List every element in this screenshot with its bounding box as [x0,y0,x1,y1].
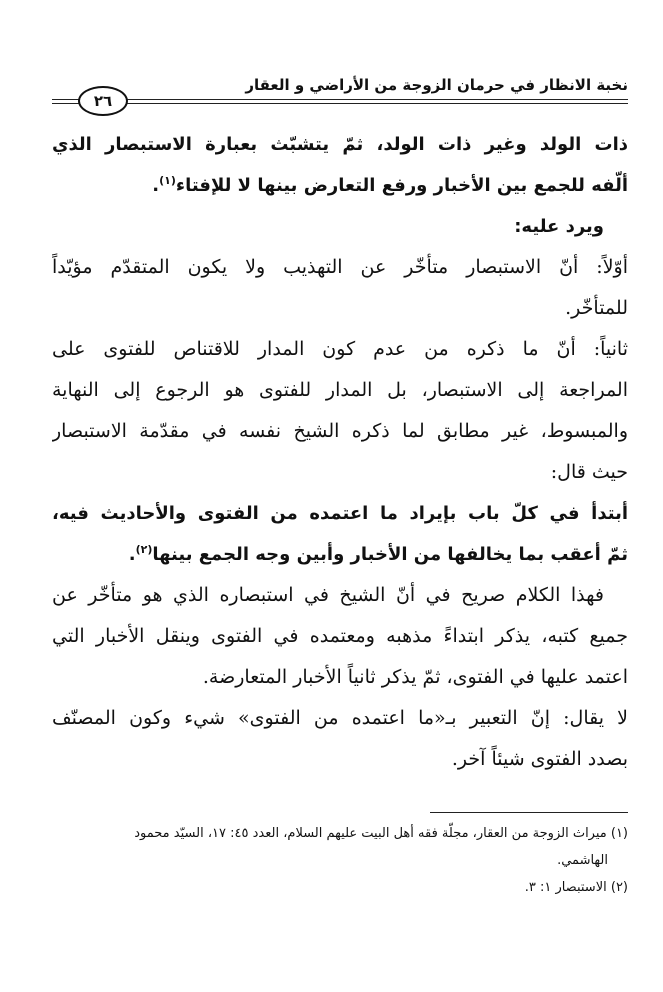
header-rule-double [52,103,628,104]
text-line-6: ثانياً: أنّ ما ذكره من عدم كون المدار للاقتناص للفتوى على [52,338,628,360]
text-line-4: أوّلاً: أنّ الاستبصار متأخّر عن التهذيب ولا يكون المتقدّم مؤيّداً [52,256,628,278]
running-header [52,72,628,116]
text-line-1: ذات الولد وغير ذات الولد، ثمّ يتشبّث بعبارة الاستبصار الذي [52,134,628,155]
footnote-separator [430,812,628,813]
quote-line-2: ثمّ أعقب بما يخالفها من الأخبار وأبين وجه الجمع بينها$^{(٢)}$. [128,543,628,565]
text-line-16: بصدد الفتوى شيئاً آخر. [451,748,628,770]
text-line-12: فهذا الكلام صريح في أنّ الشيخ في استبصاره الذي هو متأخّر عن [52,584,604,606]
text-line-15: لا يقال: إنّ التعبير بـ«ما اعتمده من الفتوى» شيء وكون المصنّف [52,707,628,729]
page-number: ٢٦ [78,86,128,116]
text-line-2-content: ألّفه للجمع بين الأخبار ورفع التعارض بينها لا للإفتاء [175,175,628,196]
header-title: نخبة الانظار في حرمان الزوجة من الأراضي و العقار [245,76,628,94]
footnote-ref-1: (١) [159,174,176,187]
text-line-14: اعتمد عليها في الفتوى، ثمّ يذكر ثانياً الأخبار المتعارضة. [202,666,628,688]
quote-line-2-content: ثمّ أعقب بما يخالفها من الأخبار وأبين وجه الجمع بينها [152,544,628,565]
text-line-5: للمتأخّر. [565,297,628,319]
text-line-3: ويرد عليه: [514,216,604,237]
footnote-1: (١) ميراث الزوجة من العقار، مجلّة فقه أهل البيت عليهم السلام، العدد ٤٥: ١٧، السيّد محمود [134,826,628,841]
text-line-8: والمبسوط، غير مطابق لما ذكره الشيخ نفسه في مقدّمة الاستبصار [52,420,628,442]
footnote-1-continuation: الهاشمي. [557,853,608,868]
header-rule [52,99,628,100]
text-line-9: حيث قال: [550,461,628,483]
footnotes [52,820,628,901]
text-line-7: المراجعة إلى الاستبصار، بل المدار للفتوى هو الرجوع إلى النهاية [52,379,628,401]
footnote-2: (٢) الاستبصار ١: ٣. [524,880,628,895]
main-text [52,124,628,780]
text-line-13: جميع كتبه، يذكر ابتداءً مذهبه ومعتمده في الفتوى وينقل الأخبار التي [52,625,628,647]
footnote-ref-2: (٢) [135,543,153,556]
text-line-2: ألّفه للجمع بين الأخبار ورفع التعارض بينها لا للإفتاء$^{(١)}$. [152,174,628,196]
quote-line-1: أبتدأ في كلّ باب بإيراد ما اعتمده من الفتوى والأحاديث فيه، [52,503,628,524]
